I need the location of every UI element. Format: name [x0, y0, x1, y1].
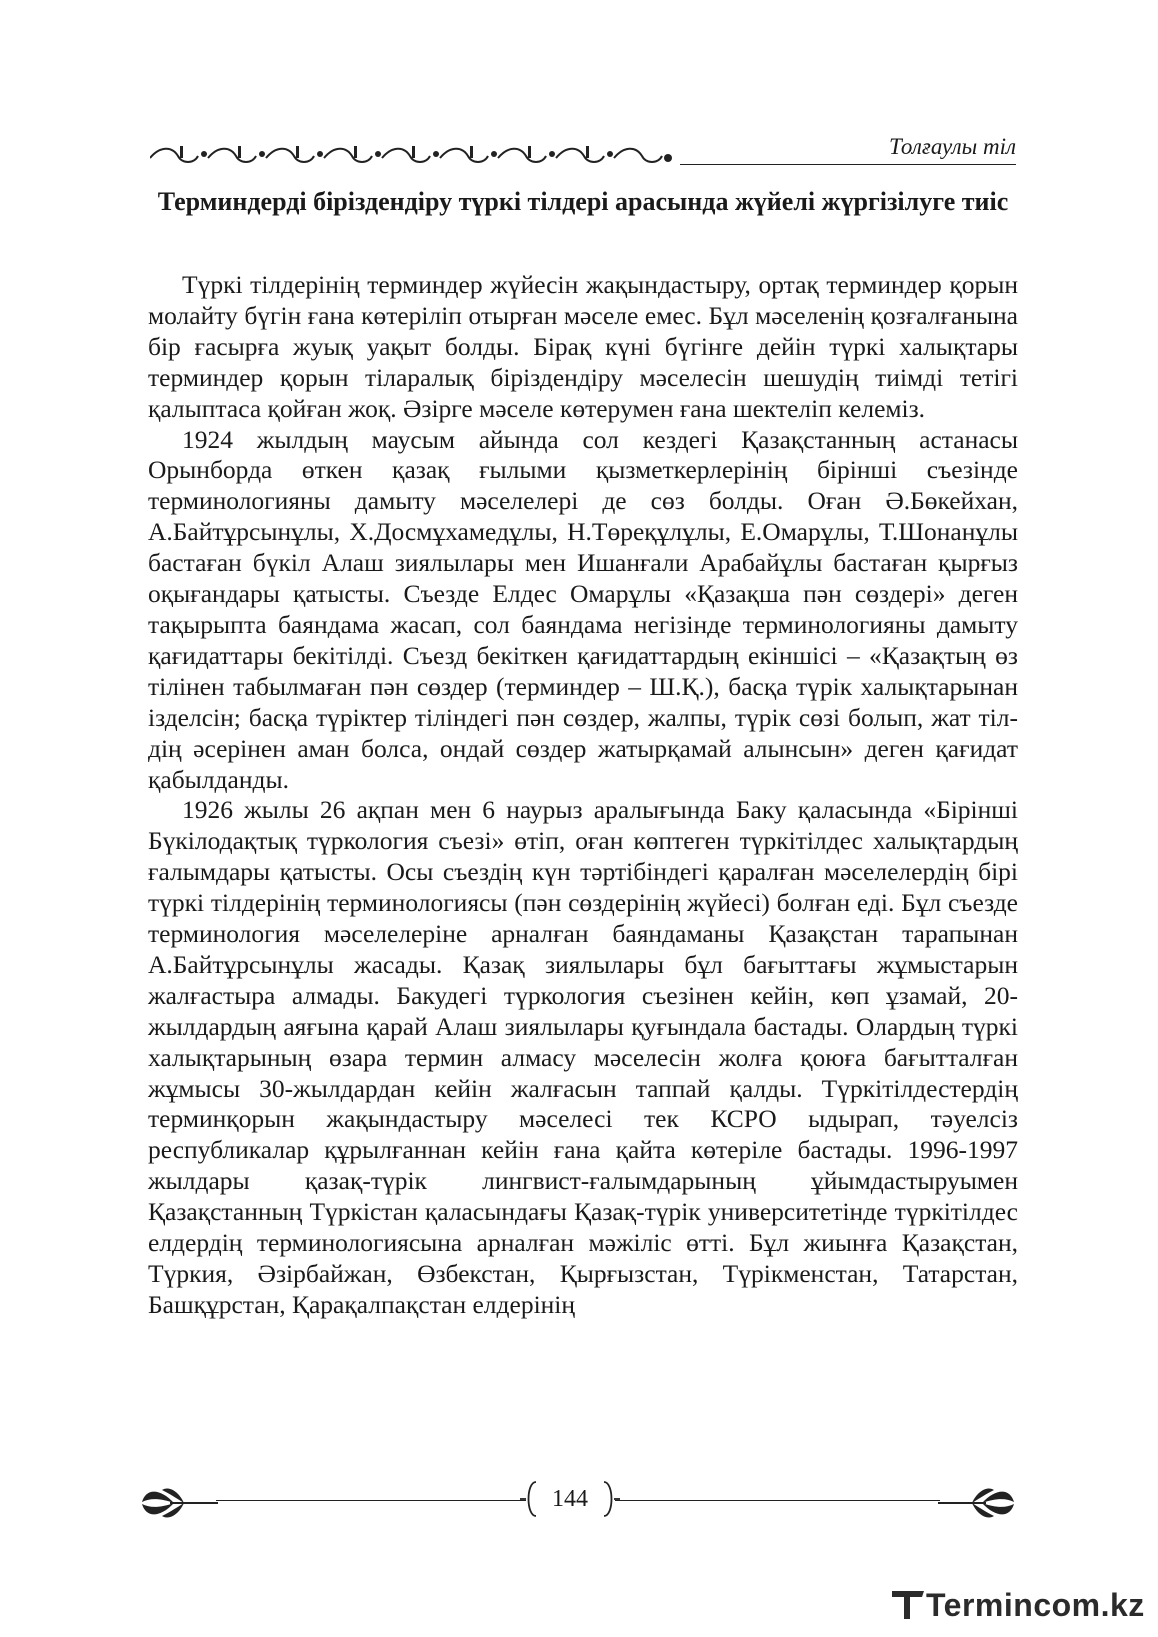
page-number: 144: [552, 1486, 588, 1512]
article-title: Терминдерді біріздендіру түркі тілдері арасында жүйелі жүргізілуге тиіс: [157, 187, 1009, 216]
leaf-ornament-icon: [936, 1480, 1016, 1524]
article-body: [148, 270, 1018, 1321]
page-footer: [140, 1476, 1016, 1526]
leaf-ornament-icon: [140, 1480, 220, 1524]
paragraph: 1924 жылдың маусым айында сол кездегі Қазақстанның астанасы Орынборда өткен қазақ ғылыми қызметкерлерінің бірінші съезінде терминологияны дамыту мәселелері де сөз болды. Оған Ә.Бөкейхан, А.Байтұрсынұлы, Х.Досмұхамедұлы, Н.Төреқұлұлы, Е.Омарұлы, Т.Шонанұлы бастаған бүкіл Алаш зиялылары мен Ишанғали Арабайұлы бастаған қырғыз оқығандары қатысты. Съезде Елдес Омарұлы «Қазақша пән сөздері» деген тақырыпта баяндама жасап, сол баяндама негізінде терминологияны дамыту қағидаттары бекітілді. Съезд бекіткен қағидаттардың екіншісі – «Қазақтың өз тілінен табылмаған пән сөздер (терминдер – Ш.Қ.), басқа түрік халықтарынан ізделсін; басқа түріктер тіліндегі пән сөздер, жалпы, түрік сөзі болып, жат тілдің әсерінен аман болса, ондай сөздер жатырқамай алынсын» деген қағидат қабылданды.: [148, 424, 1018, 794]
header-ornament: [150, 140, 680, 176]
paragraph: 1926 жылы 26 ақпан мен 6 наурыз аралығында Баку қаласында «Бірінші Бүкілодақтық түркология съезі» өтіп, оған көптеген түркітілдес халықтардың ғалымдары қатысты. Осы съездің күн тәртібіндегі қаралған мәселелердің бірі түркі тілдерінің терминологиясы (пән сөздерінің жүйесі) болған еді. Бұл съезде терминология мәселелеріне арналған баяндаманы Қазақстан тарапынан А.Байтұрсынұлы жасады. Қазақ зиялылары бұл бағыттағы жұмыстарын жалғастыра алмады. Бакудегі түркология съезінен кейін, көп ұзамай, 20-жылдардың аяғына қарай Алаш зиялылары қуғындала бастады. Олардың түркі халықтарының өзара термин алмасу мәселесін жолға қоюға бағытталған жұмысы 30-жылдардан кейін жалғасын таппай қалды. Түркітілдестердің терминқорын жақындастыру мәселесі тек КСРО ыдырап, тәуелсіз республикалар құрылғаннан кейін ғана қайта көтеріле бастады. 1996-1997 жылдары қазақ-түрік лингвист-ғалымдарының ұйымдастыруымен Қазақстанның Түркістан қаласындағы Қазақ-түрік университетінде түркітілдес елдердің терминологиясына арналған мәжіліс өтті. Бұл жиынға Қазақстан, Түркия, Әзірбайжан, Өзбекстан, Қырғызстан, Түрікменстан, Татарстан, Башқұрстан, Қарақалпақстан елдерінің: [148, 795, 1018, 1319]
running-title: Толғаулы тіл: [888, 134, 1016, 159]
watermark-t-icon: [888, 1585, 928, 1623]
watermark: [888, 1585, 1145, 1623]
paragraph: Түркі тілдерінің терминдер жүйесін жақындастыру, ортақ терминдер қорын молайту бүгін ғана көтеріліп отырған мәселе емес. Бұл мәселенің қозғалғанына бір ғасырға жуық уақыт болды. Бірақ күні бүгінге дейін түркі халықтары терминдер қорын тіларалық біріздендіру мәселесін шешудің тиімді тетігі қалыптаса қойған жоқ. Әзірге мәселе көтерумен ғана шектеліп келеміз.: [148, 270, 1018, 423]
watermark-text: Termincom.kz: [926, 1587, 1145, 1623]
header-rule: [680, 164, 1016, 165]
page-header: [140, 128, 1016, 172]
footer-rule: [615, 1500, 940, 1501]
footer-rule: [216, 1500, 526, 1501]
